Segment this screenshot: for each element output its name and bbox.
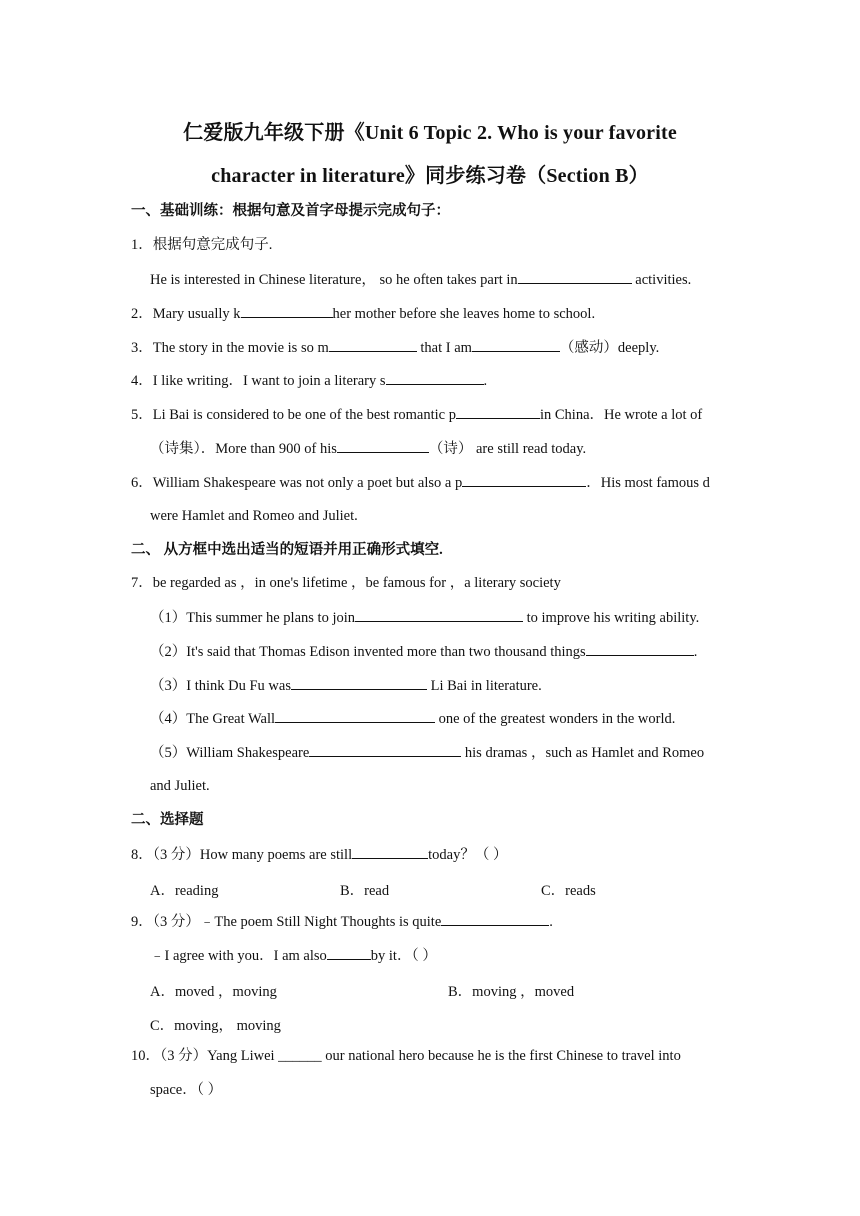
doc-title-line1: 仁爱版九年级下册《Unit 6 Topic 2. Who is your favorite: [183, 122, 677, 144]
answer-blank: [275, 708, 435, 723]
question-6: 6．William Shakespeare was not only a poet but also a p ．His most famous d: [131, 472, 710, 493]
question-5-cont: （诗集）．More than 900 of his （诗） are still read today.: [150, 438, 586, 459]
section1-heading: 一、基础训练：根据句意及首字母提示完成句子：: [131, 203, 450, 219]
question-7-4: （4）The Great Wall one of the greatest wonders in the world.: [150, 708, 675, 729]
answer-blank: [441, 911, 549, 926]
question-8-option-a: A．reading: [150, 883, 219, 899]
question-7-phrases: 7．be regarded as ，in one's lifetime ，be famous for ，a literary society: [131, 575, 561, 591]
question-5: 5．Li Bai is considered to be one of the best romantic p in China．He wrote a lot of: [131, 404, 702, 425]
answer-blank: [291, 675, 427, 690]
question-7-1: （1）This summer he plans to join to improve his writing ability.: [150, 607, 699, 628]
question-1: He is interested in Chinese literature， so he often takes part in activities.: [150, 269, 691, 290]
answer-blank: [518, 269, 632, 284]
doc-title-line2: character in literature》同步练习卷（Section B）: [211, 165, 649, 187]
answer-blank: [456, 404, 540, 419]
answer-blank: [329, 337, 417, 352]
question-7-5: （5）William Shakespeare his dramas ，such as Hamlet and Romeo: [150, 742, 704, 763]
question-7-2: （2）It's said that Thomas Edison invented more than two thousand things .: [150, 641, 697, 662]
question-2: 2．Mary usually k her mother before she leaves home to school.: [131, 303, 595, 324]
answer-blank: [386, 370, 484, 385]
question-4: 4．I like writing．I want to join a literary s .: [131, 370, 487, 391]
section3-heading: 二、选择题: [131, 812, 204, 828]
answer-blank: [352, 844, 428, 859]
answer-blank: [337, 438, 429, 453]
answer-blank: [462, 472, 586, 487]
question-10-cont: space．（ ）: [150, 1082, 223, 1098]
question-9: 9．（3 分）﹣The poem Still Night Thoughts is quite .: [131, 911, 553, 932]
answer-blank: [327, 945, 371, 960]
answer-blank: [309, 742, 461, 757]
question-7-3: （3）I think Du Fu was Li Bai in literature.: [150, 675, 542, 696]
question-6-cont: were Hamlet and Romeo and Juliet.: [150, 508, 358, 524]
question-8-option-c: C．reads: [541, 883, 596, 899]
question-7-5-cont: and Juliet.: [150, 778, 210, 794]
answer-blank: [586, 641, 694, 656]
question-8: 8．（3 分）How many poems are still today？（ ）: [131, 844, 507, 865]
question-9-option-c: C．moving， moving: [150, 1018, 281, 1034]
question-9-option-b: B．moving ，moved: [448, 984, 575, 1000]
answer-blank: [355, 607, 523, 622]
answer-blank: [472, 337, 560, 352]
question-9-option-a: A．moved ，moving: [150, 984, 277, 1000]
question-1-instruction: 1．根据句意完成句子.: [131, 237, 273, 253]
question-3: 3．The story in the movie is so m that I am （感动）deeply.: [131, 337, 659, 358]
question-8-option-b: B．read: [340, 883, 390, 899]
section2-heading: 二、 从方框中选出适当的短语并用正确形式填空.: [131, 542, 443, 558]
question-10: 10．（3 分）Yang Liwei ______ our national hero because he is the first Chinese to travel into: [131, 1048, 681, 1064]
question-9-reply: ﹣I agree with you．I am also by it．（ ）: [150, 945, 437, 966]
answer-blank: [241, 303, 333, 318]
